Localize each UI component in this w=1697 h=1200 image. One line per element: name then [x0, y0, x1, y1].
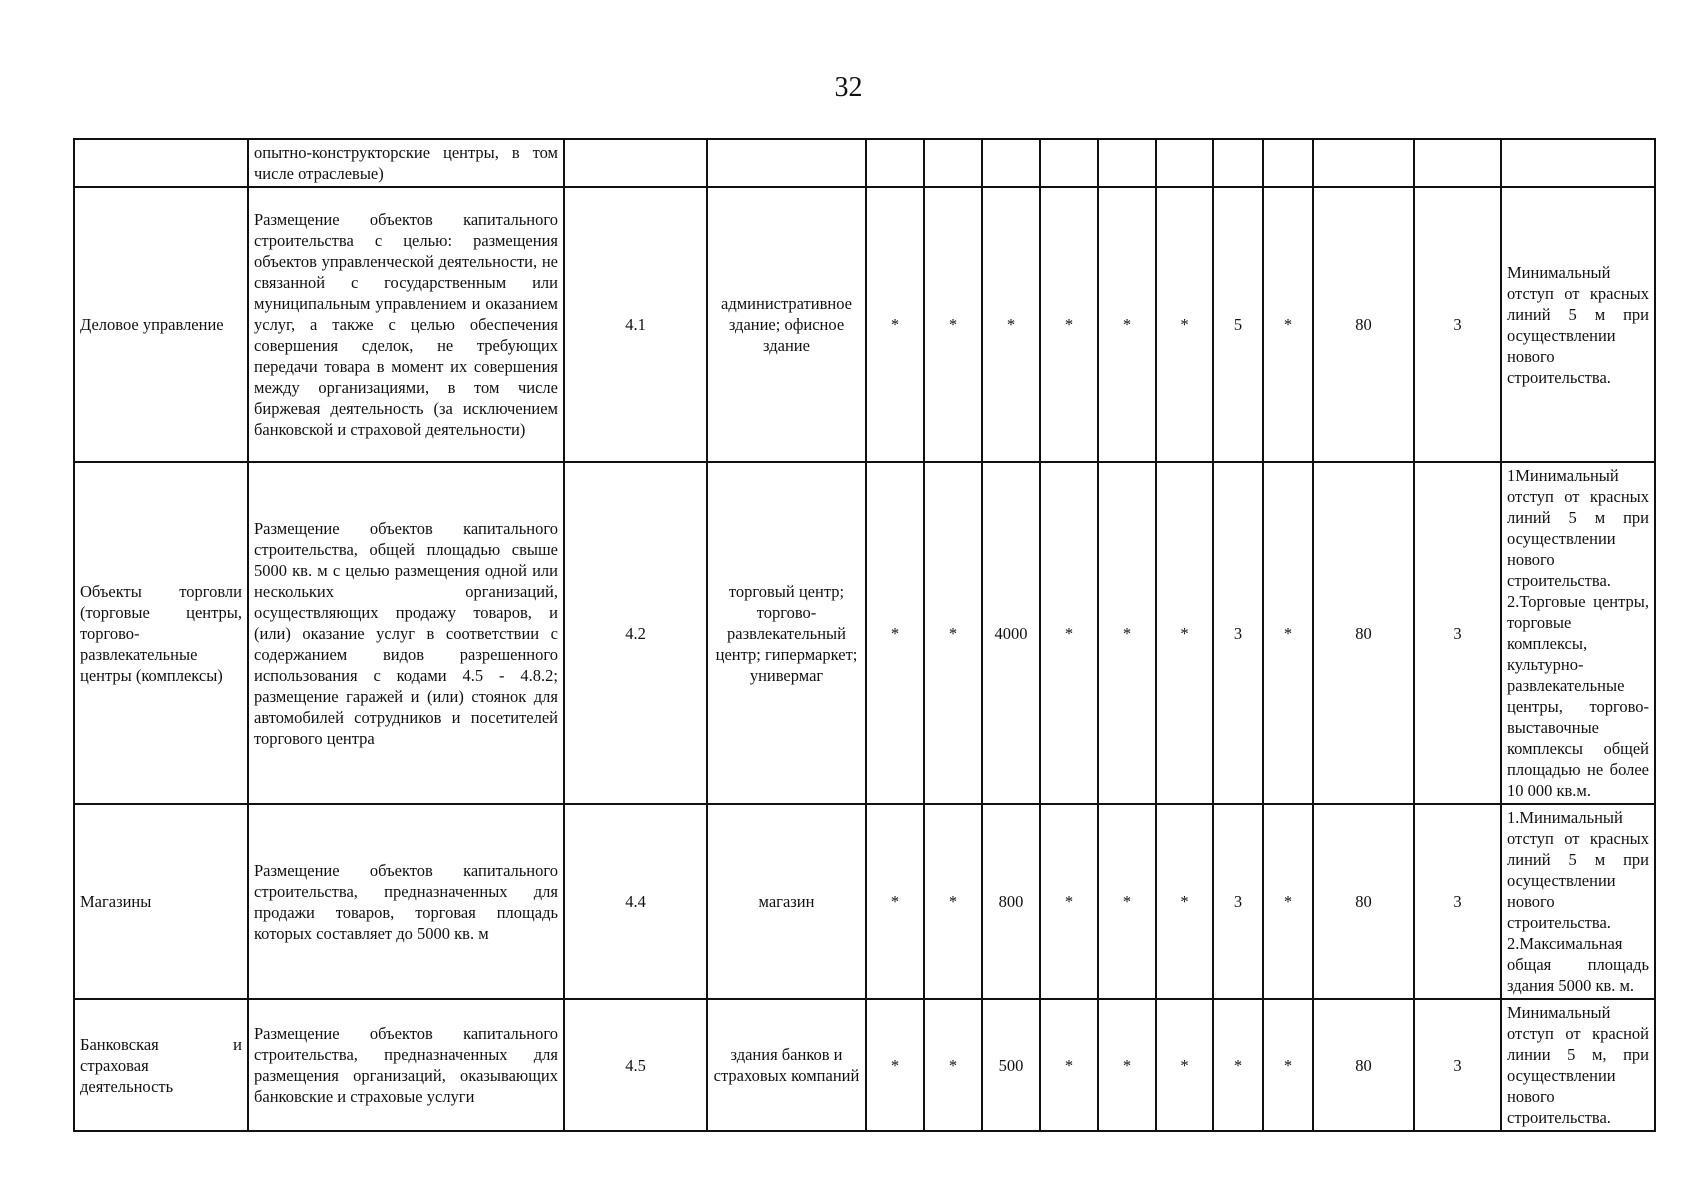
permitted-objects: торговый центр; торгово-развлекательный центр; гипермаркет; универмаг [707, 462, 866, 804]
parameter-value: * [1213, 999, 1263, 1131]
parameter-value: 3 [1414, 462, 1501, 804]
table-row [74, 139, 1655, 187]
use-type-code: 4.1 [564, 187, 707, 462]
parameter-value: * [1263, 462, 1313, 804]
parameter-value: * [1040, 804, 1098, 999]
parameter-value: 3 [1414, 999, 1501, 1131]
permitted-objects: магазин [707, 804, 866, 999]
parameter-value: * [866, 462, 924, 804]
table-row [74, 187, 1655, 462]
note-paragraph: 2.Торговые центры, торговые комплексы, культурно-развлекательные центры, торгово-выставочные комплексы общей площадью не более 10 000 кв.м. [1507, 592, 1649, 800]
parameter-value: 80 [1313, 804, 1414, 999]
parameter-value: * [1098, 187, 1156, 462]
use-type-description: Размещение объектов капитального строительства, предназначенных для размещения организаций, оказывающих банковские и страховые услуги [248, 999, 564, 1131]
use-type-description: Размещение объектов капитального строительства, предназначенных для продажи товаров, торговая площадь которых составляет до 5000 кв. м [248, 804, 564, 999]
parameter-value: * [866, 804, 924, 999]
parameter-value: * [866, 187, 924, 462]
parameter-value: 80 [1313, 999, 1414, 1131]
parameter-value [1040, 139, 1098, 187]
note-cell [1501, 804, 1655, 999]
parameter-value: 800 [982, 804, 1040, 999]
regulations-table [73, 138, 1656, 1132]
use-type-name [74, 139, 248, 187]
use-type-name: Банковская и страховая деятельность [74, 999, 248, 1131]
use-type-name: Деловое управление [74, 187, 248, 462]
note-cell [1501, 999, 1655, 1131]
parameter-value [1156, 139, 1213, 187]
parameter-value [1414, 139, 1501, 187]
use-type-code: 4.4 [564, 804, 707, 999]
parameter-value: * [1263, 187, 1313, 462]
parameter-value: 3 [1414, 187, 1501, 462]
parameter-value: * [1156, 804, 1213, 999]
parameter-value: 500 [982, 999, 1040, 1131]
parameter-value: * [1263, 804, 1313, 999]
parameter-value [1313, 139, 1414, 187]
parameter-value [1213, 139, 1263, 187]
parameter-value: * [924, 999, 982, 1131]
parameter-value: * [1156, 462, 1213, 804]
parameter-value: * [1098, 999, 1156, 1131]
parameter-value: * [1098, 804, 1156, 999]
use-type-code [564, 139, 707, 187]
parameter-value [1263, 139, 1313, 187]
parameter-value: * [866, 999, 924, 1131]
table-row [74, 462, 1655, 804]
parameter-value: * [924, 462, 982, 804]
parameter-value: * [1263, 999, 1313, 1131]
note-cell [1501, 187, 1655, 462]
table-row [74, 999, 1655, 1131]
page-number: 32 [834, 72, 863, 103]
use-type-name: Объекты торговли (торговые центры, торгово-развлекательные центры (комплексы) [74, 462, 248, 804]
parameter-value: 80 [1313, 187, 1414, 462]
note-cell [1501, 139, 1655, 187]
parameter-value: * [924, 187, 982, 462]
parameter-value: * [982, 187, 1040, 462]
table-row [74, 804, 1655, 999]
parameter-value: * [1156, 999, 1213, 1131]
permitted-objects: здания банков и страховых компаний [707, 999, 866, 1131]
note-paragraph: 2.Максимальная общая площадь здания 5000 кв. м. [1507, 934, 1649, 995]
note-paragraph: 1.Минимальный отступ от красных линий 5 м при осуществлении нового строительства. [1507, 808, 1649, 932]
note-paragraph: Минимальный отступ от красных линий 5 м при осуществлении нового строительства. [1507, 262, 1649, 387]
parameter-value: 80 [1313, 462, 1414, 804]
use-type-description: Размещение объектов капитального строительства, общей площадью свыше 5000 кв. м с целью размещения одной или нескольких организаций, осуществляющих продажу товаров, и (или) оказание услуг в соответствии с содержанием видов разрешенного использования с кодами 4.5 - 4.8.2; размещение гаражей и (или) стоянок для автомобилей сотрудников и посетителей торгового центра [248, 462, 564, 804]
parameter-value: * [1040, 187, 1098, 462]
parameter-value: 3 [1213, 462, 1263, 804]
use-type-code: 4.2 [564, 462, 707, 804]
parameter-value: * [1098, 462, 1156, 804]
note-paragraph: Минимальный отступ от красной линии 5 м, при осуществлении нового строительства. [1507, 1003, 1649, 1127]
use-type-description: опытно-конструкторские центры, в том числе отраслевые) [248, 139, 564, 187]
parameter-value [1098, 139, 1156, 187]
note-paragraph: 1Минимальный отступ от красных линий 5 м при осуществлении нового строительства. [1507, 466, 1649, 590]
permitted-objects [707, 139, 866, 187]
use-type-code: 4.5 [564, 999, 707, 1131]
parameter-value: 3 [1213, 804, 1263, 999]
parameter-value: 4000 [982, 462, 1040, 804]
use-type-name: Магазины [74, 804, 248, 999]
permitted-objects: административное здание; офисное здание [707, 187, 866, 462]
parameter-value: 3 [1414, 804, 1501, 999]
parameter-value [924, 139, 982, 187]
parameter-value: * [1040, 999, 1098, 1131]
parameter-value [982, 139, 1040, 187]
note-cell [1501, 462, 1655, 804]
use-type-description: Размещение объектов капитального строительства с целью: размещения объектов управленческой деятельности, не связанной с государственным или муниципальным управлением и оказанием услуг, а также с целью обеспечения совершения сделок, не требующих передачи товара в момент их совершения между организациями, в том числе биржевая деятельность (за исключением банковской и страховой деятельности) [248, 187, 564, 462]
parameter-value: 5 [1213, 187, 1263, 462]
parameter-value: * [1040, 462, 1098, 804]
parameter-value: * [1156, 187, 1213, 462]
parameter-value [866, 139, 924, 187]
parameter-value: * [924, 804, 982, 999]
